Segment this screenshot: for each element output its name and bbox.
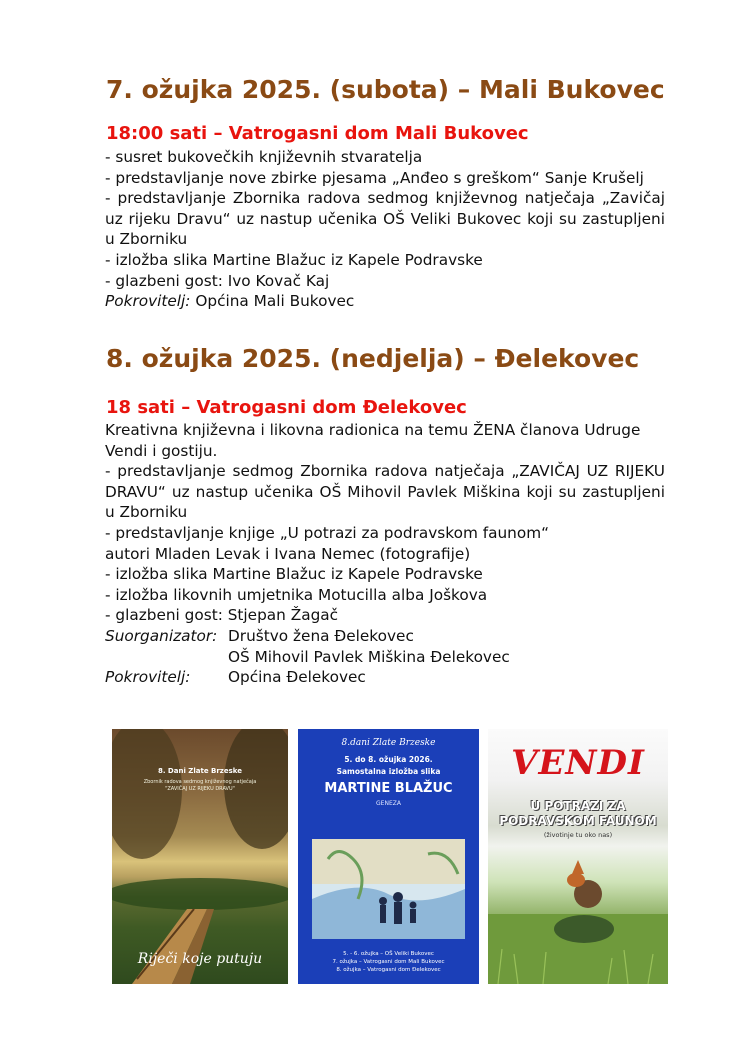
day1-heading: 7. ožujka 2025. (subota) – Mali Bukovec xyxy=(106,75,665,104)
day2-coorganizer-label: Suorganizator: xyxy=(105,626,218,645)
poster-1-top: 8. Dani Zlate Brzeske xyxy=(157,767,243,775)
day2-time-heading: 18 sati – Vatrogasni dom Đelekovec xyxy=(106,397,467,418)
day2-coorganizer xyxy=(105,626,665,647)
poster-2-top: 8.dani Zlate Brzeske xyxy=(341,738,436,748)
day2-coorganizer-1: Društvo žena Đelekovec xyxy=(228,626,414,645)
day2-sponsor-label: Pokrovitelj: xyxy=(105,668,191,687)
day1-line-4: - izložba slika Martine Blažuc iz Kapele Podravske xyxy=(105,250,483,269)
poster-martine-blazuc xyxy=(298,729,479,984)
poster-1-title: Riječi koje putuju xyxy=(137,951,263,967)
day2-program xyxy=(105,420,665,688)
day1-sponsor-value: Općina Mali Bukovec xyxy=(190,292,355,311)
poster-2-footer-1: 5. - 6. ožujka – OŠ Veliki Bukovec xyxy=(343,951,434,957)
poster-2-painting xyxy=(298,839,479,939)
day1-program xyxy=(105,147,665,312)
poster-3-subtitle: (životinje tu oko nas) xyxy=(543,831,613,839)
day1-time-heading: 18:00 sati – Vatrogasni dom Mali Bukovec xyxy=(106,123,529,144)
poster-2-footer-2: 7. ožujka – Vatrogasni dom Mali Bukovec xyxy=(332,959,445,965)
poster-2-footer-3: 8. ožujka – Vatrogasni dom Đelekovec xyxy=(336,967,441,973)
poster-3-title-2: PODRAVSKOM FAUNOM xyxy=(499,814,657,828)
poster-3-brand: VENDI xyxy=(511,743,645,783)
day2-line-2: - predstavljanje sedmog Zbornika radova natječaja „ZAVIČAJ UZ RIJEKU DRAVU“ uz nastup učenika OŠ Mihovil Pavlek Miškina koji su zastupljeni u Zborniku xyxy=(105,462,665,522)
day2-heading: 8. ožujka 2025. (nedjelja) – Đelekovec xyxy=(106,344,640,373)
poster-vendi-fauna xyxy=(488,729,668,984)
day2-line-4: autori Mladen Levak i Ivana Nemec (fotografije) xyxy=(105,544,471,563)
day2-line-3: - predstavljanje knjige „U potrazi za podravskom faunom“ xyxy=(105,523,550,542)
poster-1-sub: Zbornik radova sedmog književnog natječaja "ZAVIČAJ UZ RIJEKU DRAVU" xyxy=(143,779,257,792)
day2-line-7: - glazbeni gost: Stjepan Žagač xyxy=(105,606,339,625)
day2-coorganizer-2: OŠ Mihovil Pavlek Miškina Đelekovec xyxy=(228,647,510,666)
day2-line-5: - izložba slika Martine Blažuc iz Kapele Podravske xyxy=(105,565,483,584)
poster-2-dates: 5. do 8. ožujka 2026. xyxy=(344,755,433,764)
day1-sponsor-label: Pokrovitelj: xyxy=(105,292,191,311)
day2-sponsor-value: Općina Đelekovec xyxy=(228,668,366,687)
day1-line-3: - predstavljanje Zbornika radova sedmog književnog natječaja „Zavičaj uz rijeku Dravu“ uz nastup učenika OŠ Veliki Bukovec koji su zastupljeni u Zborniku xyxy=(105,189,665,249)
day2-sponsor xyxy=(105,667,665,688)
day1-line-5: - glazbeni gost: Ivo Kovač Kaj xyxy=(105,271,330,290)
poster-rijeci-koje-putuju xyxy=(112,729,288,984)
day1-sponsor xyxy=(105,291,665,312)
day2-line-1: Kreativna književna i likovna radionica na temu ŽENA članova Udruge Vendi i gostiju. xyxy=(105,421,641,460)
day1-line-2: - predstavljanje nove zbirke pjesama „Anđeo s greškom“ Sanje Krušelj xyxy=(105,168,644,187)
day1-line-1: - susret bukovečkih književnih stvaratelja xyxy=(105,148,423,166)
day2-line-6: - izložba likovnih umjetnika Motucilla alba Joškova xyxy=(105,585,488,604)
poster-2-name: MARTINE BLAŽUC xyxy=(324,781,453,796)
poster-3-title-1: U POTRAZI ZA xyxy=(530,799,626,813)
poster-3-photo xyxy=(488,854,668,984)
poster-2-theme: GENEZA xyxy=(376,800,401,807)
poster-2-subtitle: Samostalna izložba slika xyxy=(336,767,441,776)
